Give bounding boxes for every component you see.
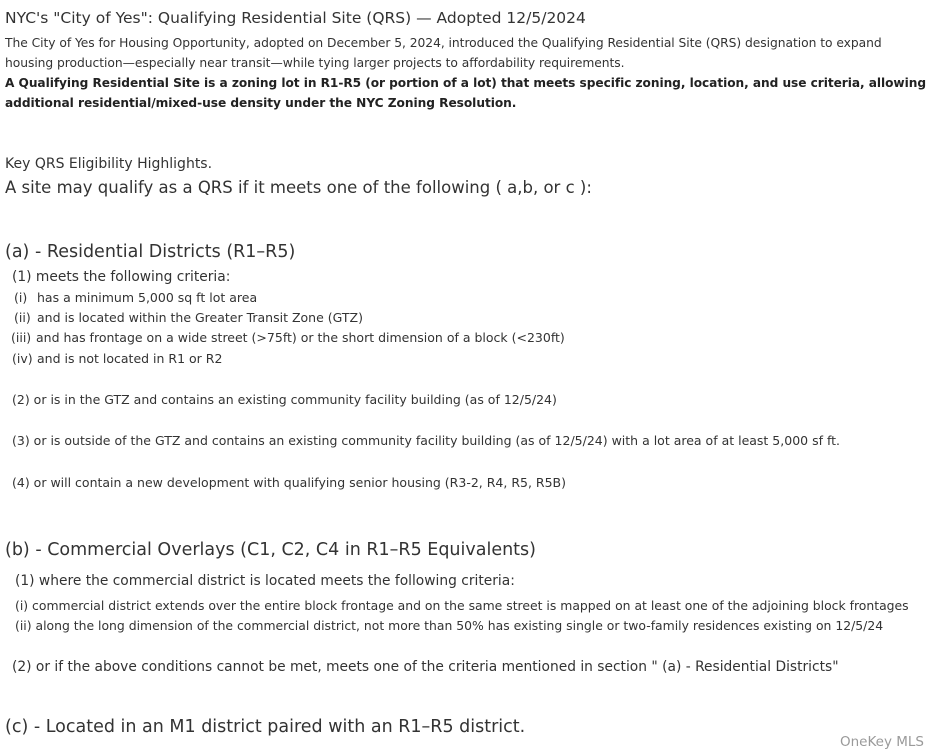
key-question: A site may qualify as a QRS if it meets one of the following ( a,b, or c ): [5, 178, 592, 197]
subitem-text: and has frontage on a wide street (>75ft) or the short dimension of a block (<230ft) [36, 330, 565, 345]
section-a-heading: (a) - Residential Districts (R1–R5) [5, 242, 296, 262]
intro-line-1: The City of Yes for Housing Opportunity, adopted on December 5, 2024, introduced the Qualifying Residential Site (QRS) designation to expand [5, 36, 882, 50]
section-b-item-2: (2) or if the above conditions cannot be met, meets one of the criteria mentioned in section " (a) - Residential Districts" [12, 659, 839, 675]
section-a-subitem [12, 353, 222, 366]
section-a-criteria-intro: (1) meets the following criteria: [12, 269, 231, 285]
section-a-item-4: (4) or will contain a new development with qualifying senior housing (R3-2, R4, R5, R5B) [12, 475, 566, 490]
intro-bold-line-1: A Qualifying Residential Site is a zoning lot in R1-R5 (or portion of a lot) that meets specific zoning, location, and use criteria, allowing [5, 76, 926, 90]
subitem-number: (iii) [11, 330, 32, 345]
section-a-item-3: (3) or is outside of the GTZ and contains an existing community facility building (as of 12/5/24) with a lot area of at least 5,000 sf ft. [12, 433, 841, 448]
section-b-criteria-intro: (1) where the commercial district is located meets the following criteria: [15, 573, 515, 589]
key-heading: Key QRS Eligibility Highlights. [5, 156, 213, 172]
intro-line-2: housing production—especially near transit—while tying larger projects to affordability requirements. [5, 56, 625, 70]
section-b-subitem-ii: (ii) along the long dimension of the commercial district, not more than 50% has existing single or two-family residences existing on 12/5/24 [15, 618, 884, 633]
section-c-heading: (c) - Located in an M1 district paired with an R1–R5 district. [5, 717, 526, 737]
subitem-text: and is located within the Greater Transit Zone (GTZ) [37, 310, 363, 325]
section-b-subitem-i: (i) commercial district extends over the entire block frontage and on the same street is mapped on at least one of the adjoining block frontages [15, 598, 909, 613]
intro-bold-line-2: additional residential/mixed-use density under the NYC Zoning Resolution. [5, 96, 517, 110]
subitem-number: (i) [14, 290, 28, 305]
section-b-heading: (b) - Commercial Overlays (C1, C2, C4 in R1–R5 Equivalents) [5, 540, 536, 560]
section-a-subitem [14, 312, 363, 325]
section-a-item-2: (2) or is in the GTZ and contains an existing community facility building (as of 12/5/24) [12, 392, 557, 407]
subitem-text: has a minimum 5,000 sq ft lot area [37, 290, 258, 305]
page-title: NYC's "City of Yes": Qualifying Residential Site (QRS) — Adopted 12/5/2024 [5, 9, 586, 27]
subitem-number: (ii) [14, 310, 31, 325]
watermark: OneKey MLS [840, 734, 924, 750]
subitem-text: and is not located in R1 or R2 [37, 351, 223, 366]
section-a-subitem [14, 292, 257, 305]
subitem-number: (iv) [12, 351, 33, 366]
section-a-subitem [11, 332, 565, 345]
